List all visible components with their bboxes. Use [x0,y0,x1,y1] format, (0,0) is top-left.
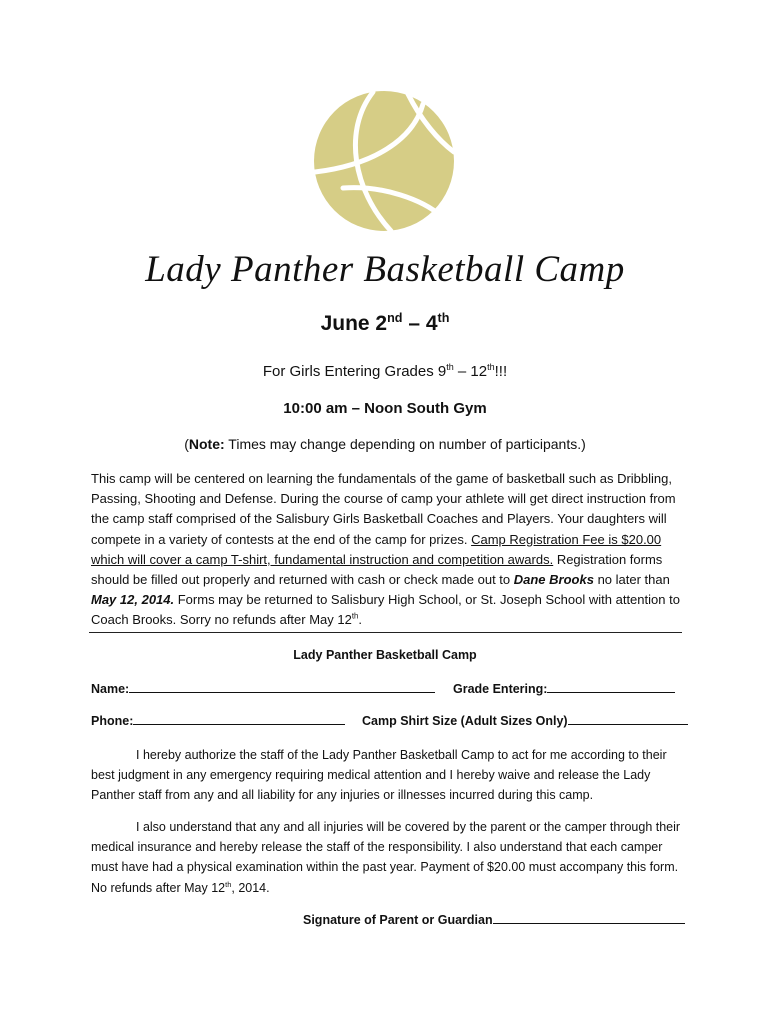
grade-input-line[interactable] [547,681,675,693]
shirt-size-input-line[interactable] [568,713,688,725]
shirt-size-field[interactable] [362,713,688,728]
camp-time-location: 10:00 am – Noon South Gym [283,400,487,417]
shirt-size-label: Camp Shirt Size (Adult Sizes Only) [362,714,568,728]
injury-waiver-text: I also understand that any and all injuries will be covered by the parent or the camper through their medical insurance and hereby release the staff of the responsibility. I also understand that each camper must have had a physical examination within the past year. Payment of $20.00 must accompany this form. No refunds after May 12th, 2014. [91,820,681,895]
basketball-logo-icon [313,90,455,232]
phone-input-line[interactable] [133,713,345,725]
camp-dates: June 2nd – 4th [320,311,450,335]
signature-input-line[interactable] [493,912,685,924]
name-input-line[interactable] [129,681,435,693]
page-title: Lady Panther Basketball Camp [145,249,625,290]
deadline-date: May 12, 2014. [91,592,175,608]
eligible-grades: For Girls Entering Grades 9th – 12th!!! [262,362,508,380]
grade-field[interactable] [453,681,675,696]
section-divider [89,632,682,633]
phone-label: Phone: [91,714,134,728]
schedule-note: (Note: Times may change depending on number of participants.) [184,436,586,452]
authorization-text: I hereby authorize the staff of the Lady Panther Basketball Camp to act for me according to their best judgment in any emergency requiring medical attention and I hereby waive and release the Lady Panther staff from any and all liability for any injuries or illnesses incurred during this camp. [91,748,667,803]
registration-fee: Camp Registration Fee is $20.00 which will cover a camp T-shirt, fundamental instruction and competition awards. [91,531,662,567]
name-field[interactable] [91,681,435,696]
grade-label: Grade Entering: [453,682,548,696]
name-label: Name: [91,682,130,696]
form-title: Lady Panther Basketball Camp [293,648,477,662]
camp-description: This camp will be centered on learning the fundamentals of the game of basketball such as Dribbling, Passing, Shooting and Defense. During the course of camp your athlete will get direct instruction from the camp staff comprised of the Salisbury Girls Basketball Coaches and Players. Your daughters will compete in a variety of contests at the end of the camp for prizes. Camp Registration Fee is $20.00 which will cover a camp T-shirt, fundamental instruction and competition awards. Registration forms should be filled out properly and returned with cash or check made out to Dane Brooks no later than May 12, 2014. Forms may be returned to Salisbury High School, or St. Joseph School with attention to Coach Brooks. Sorry no refunds after May 12th. [91,471,680,628]
signature-field[interactable] [303,912,685,927]
payee-name: Dane Brooks [513,572,594,588]
phone-field[interactable] [91,713,345,728]
signature-label: Signature of Parent or Guardian [303,913,493,927]
